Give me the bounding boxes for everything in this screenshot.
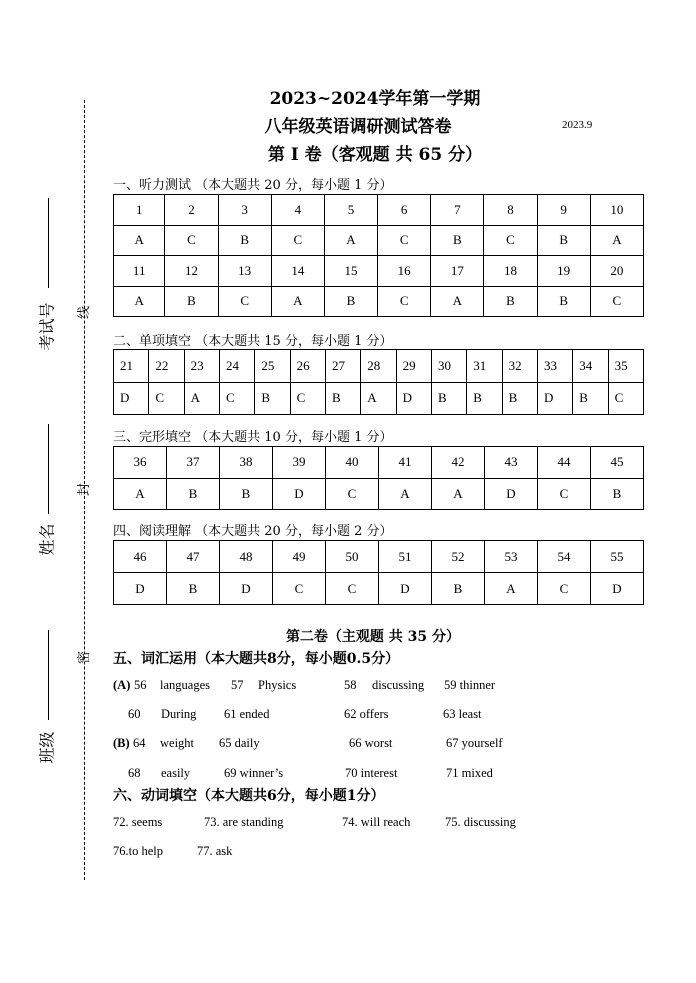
section1-answer-table: [113, 194, 644, 317]
section5-heading: 五、词汇运用（本大题共8分，每小题0.5分）: [113, 651, 400, 667]
ans-73: 73. are standing: [204, 815, 284, 829]
table-cell: 34: [573, 350, 608, 383]
section6-heading: 六、动词填空（本大题共6分，每小题1分）: [113, 788, 385, 804]
table-cell: 32: [502, 350, 537, 383]
table-cell: B: [432, 573, 485, 605]
table-cell: D: [273, 478, 326, 510]
exam-no-label: 考试号: [37, 302, 57, 351]
table-cell: 5: [324, 195, 377, 226]
table-cell: D: [379, 573, 432, 605]
table-cell: 9: [537, 195, 590, 226]
table-cell: B: [431, 225, 484, 256]
table-cell: A: [114, 286, 165, 317]
table-cell: C: [538, 478, 591, 510]
table-row: [114, 195, 644, 226]
table-cell: 6: [378, 195, 431, 226]
table-cell: C: [378, 225, 431, 256]
table-cell: 16: [378, 256, 431, 287]
table-cell: 19: [537, 256, 590, 287]
table-cell: B: [218, 225, 271, 256]
table-row: [114, 447, 644, 479]
table-cell: C: [326, 478, 379, 510]
table-cell: B: [573, 382, 608, 415]
ans-58-num: 58: [344, 678, 357, 692]
table-row: [114, 541, 644, 573]
section3-heading: [113, 426, 393, 445]
page-title-exam: 八年级英语调研测试答卷: [264, 117, 452, 137]
table-cell: 1: [114, 195, 165, 226]
table-cell: 51: [379, 541, 432, 573]
table-cell: 14: [271, 256, 324, 287]
table-cell: 43: [485, 447, 538, 479]
section2-answer-table: [113, 349, 644, 415]
exam-date: 2023.9: [562, 119, 593, 131]
table-cell: B: [324, 286, 377, 317]
ans-70: 70 interest: [345, 766, 398, 780]
table-cell: A: [114, 478, 167, 510]
table-cell: 52: [432, 541, 485, 573]
table-cell: 4: [271, 195, 324, 226]
ans-61: 61 ended: [224, 707, 270, 721]
ans-62: 62 offers: [344, 707, 389, 721]
table-cell: 28: [361, 350, 396, 383]
section4-heading: [113, 520, 393, 539]
table-cell: C: [484, 225, 537, 256]
ans-56-num: 56: [134, 678, 147, 692]
table-cell: 55: [591, 541, 644, 573]
section1-title: 一、听力测试: [113, 178, 192, 193]
table-cell: C: [273, 573, 326, 605]
table-cell: 22: [149, 350, 184, 383]
name-blank[interactable]: [48, 424, 49, 514]
table-cell: B: [167, 573, 220, 605]
table-cell: 27: [325, 350, 360, 383]
table-cell: C: [218, 286, 271, 317]
table-cell: C: [590, 286, 643, 317]
table-cell: B: [431, 382, 466, 415]
table-cell: 15: [324, 256, 377, 287]
table-cell: A: [324, 225, 377, 256]
table-cell: A: [590, 225, 643, 256]
ans-64: weight: [160, 736, 195, 750]
ans-58: discussing: [372, 678, 425, 692]
ans-69: 69 winner’s: [224, 766, 284, 780]
table-cell: 18: [484, 256, 537, 287]
section2-title: 二、单项填空: [113, 334, 192, 349]
table-cell: A: [432, 478, 485, 510]
section3-title: 三、完形填空: [113, 430, 192, 445]
table-cell: A: [114, 225, 165, 256]
table-cell: A: [184, 382, 219, 415]
ans-68: easily: [161, 766, 191, 780]
ans-75: 75. discussing: [445, 815, 516, 829]
ans-64-num: 64: [133, 736, 146, 750]
ans-74: 74. will reach: [342, 815, 411, 829]
table-cell: 21: [114, 350, 149, 383]
section3-answer-table: [113, 446, 644, 510]
ans-67: 67 yourself: [446, 736, 503, 750]
table-cell: 40: [326, 447, 379, 479]
ans-72: 72. seems: [113, 815, 163, 829]
table-cell: B: [220, 478, 273, 510]
table-cell: 31: [467, 350, 502, 383]
section2-note: （本大题共 15 分，每小题 1 分）: [195, 334, 393, 349]
table-row: [114, 478, 644, 510]
table-cell: C: [271, 225, 324, 256]
table-cell: 33: [537, 350, 572, 383]
table-cell: B: [591, 478, 644, 510]
table-cell: 47: [167, 541, 220, 573]
table-cell: 48: [220, 541, 273, 573]
table-row: [114, 573, 644, 605]
table-cell: B: [537, 286, 590, 317]
table-cell: 8: [484, 195, 537, 226]
table-cell: C: [165, 225, 218, 256]
table-cell: 45: [591, 447, 644, 479]
table-cell: D: [591, 573, 644, 605]
b-label: (B): [113, 736, 130, 750]
table-cell: A: [431, 286, 484, 317]
ans-59: 59 thinner: [444, 678, 496, 692]
table-cell: B: [467, 382, 502, 415]
table-cell: 36: [114, 447, 167, 479]
section1-note: （本大题共 20 分，每小题 1 分）: [195, 178, 393, 193]
table-cell: 44: [538, 447, 591, 479]
table-cell: C: [608, 382, 643, 415]
seal-char-mi: 密: [77, 650, 93, 665]
ans-76: 76.to help: [113, 844, 163, 858]
table-cell: 17: [431, 256, 484, 287]
table-cell: D: [537, 382, 572, 415]
table-row: [114, 225, 644, 256]
ans-63: 63 least: [443, 707, 482, 721]
table-cell: 49: [273, 541, 326, 573]
table-cell: A: [379, 478, 432, 510]
table-cell: 35: [608, 350, 643, 383]
ans-60: During: [161, 707, 197, 721]
table-cell: C: [326, 573, 379, 605]
table-cell: B: [484, 286, 537, 317]
table-cell: 37: [167, 447, 220, 479]
table-cell: D: [396, 382, 431, 415]
table-cell: 53: [485, 541, 538, 573]
table-cell: 30: [431, 350, 466, 383]
section2-heading: [113, 330, 393, 349]
table-cell: B: [537, 225, 590, 256]
a-label: (A): [113, 678, 131, 692]
table-row: [114, 286, 644, 317]
section4-title: 四、阅读理解: [113, 524, 192, 539]
table-cell: 24: [219, 350, 254, 383]
table-cell: C: [378, 286, 431, 317]
part1-title: 第 I 卷（客观题 共 65 分）: [267, 145, 483, 165]
ans-77: 77. ask: [197, 844, 233, 858]
table-cell: 39: [273, 447, 326, 479]
ans-66: 66 worst: [349, 736, 393, 750]
table-cell: 7: [431, 195, 484, 226]
table-cell: D: [220, 573, 273, 605]
ans-57: Physics: [258, 678, 297, 692]
ans-68-num: 68: [128, 766, 141, 780]
table-cell: C: [219, 382, 254, 415]
table-cell: 2: [165, 195, 218, 226]
section1-heading: [113, 174, 393, 193]
table-cell: 20: [590, 256, 643, 287]
class-label: 班级: [37, 731, 57, 764]
table-cell: 25: [255, 350, 290, 383]
table-cell: A: [361, 382, 396, 415]
table-cell: A: [485, 573, 538, 605]
table-cell: B: [165, 286, 218, 317]
table-cell: 41: [379, 447, 432, 479]
ans-71: 71 mixed: [446, 766, 493, 780]
ans-60-num: 60: [128, 707, 141, 721]
table-cell: 12: [165, 256, 218, 287]
ans-57-num: 57: [231, 678, 244, 692]
part2-title: 第二卷（主观题 共 35 分）: [285, 629, 461, 645]
section4-note: （本大题共 20 分，每小题 2 分）: [195, 524, 393, 539]
table-cell: B: [255, 382, 290, 415]
table-cell: D: [114, 382, 149, 415]
seal-char-feng: 封: [77, 482, 93, 497]
table-cell: B: [502, 382, 537, 415]
table-cell: C: [290, 382, 325, 415]
table-cell: C: [149, 382, 184, 415]
table-cell: B: [167, 478, 220, 510]
table-cell: C: [538, 573, 591, 605]
table-cell: D: [114, 573, 167, 605]
table-cell: 13: [218, 256, 271, 287]
table-cell: 42: [432, 447, 485, 479]
table-cell: 26: [290, 350, 325, 383]
page-title-term: 2023~2024学年第一学期: [269, 89, 481, 109]
table-cell: 50: [326, 541, 379, 573]
ans-56: languages: [160, 678, 210, 692]
ans-65: 65 daily: [219, 736, 260, 750]
table-row: [114, 350, 644, 383]
section3-note: （本大题共 10 分，每小题 1 分）: [195, 430, 393, 445]
table-cell: D: [485, 478, 538, 510]
table-cell: 10: [590, 195, 643, 226]
table-cell: 11: [114, 256, 165, 287]
exam-no-blank[interactable]: [48, 198, 49, 288]
section4-answer-table: [113, 540, 644, 605]
table-row: [114, 256, 644, 287]
table-cell: B: [325, 382, 360, 415]
table-cell: A: [271, 286, 324, 317]
table-row: [114, 382, 644, 415]
table-cell: 29: [396, 350, 431, 383]
table-cell: 46: [114, 541, 167, 573]
table-cell: 54: [538, 541, 591, 573]
table-cell: 3: [218, 195, 271, 226]
table-cell: 23: [184, 350, 219, 383]
name-label: 姓名: [37, 523, 57, 556]
seal-char-xian: 线: [77, 305, 93, 320]
table-cell: 38: [220, 447, 273, 479]
